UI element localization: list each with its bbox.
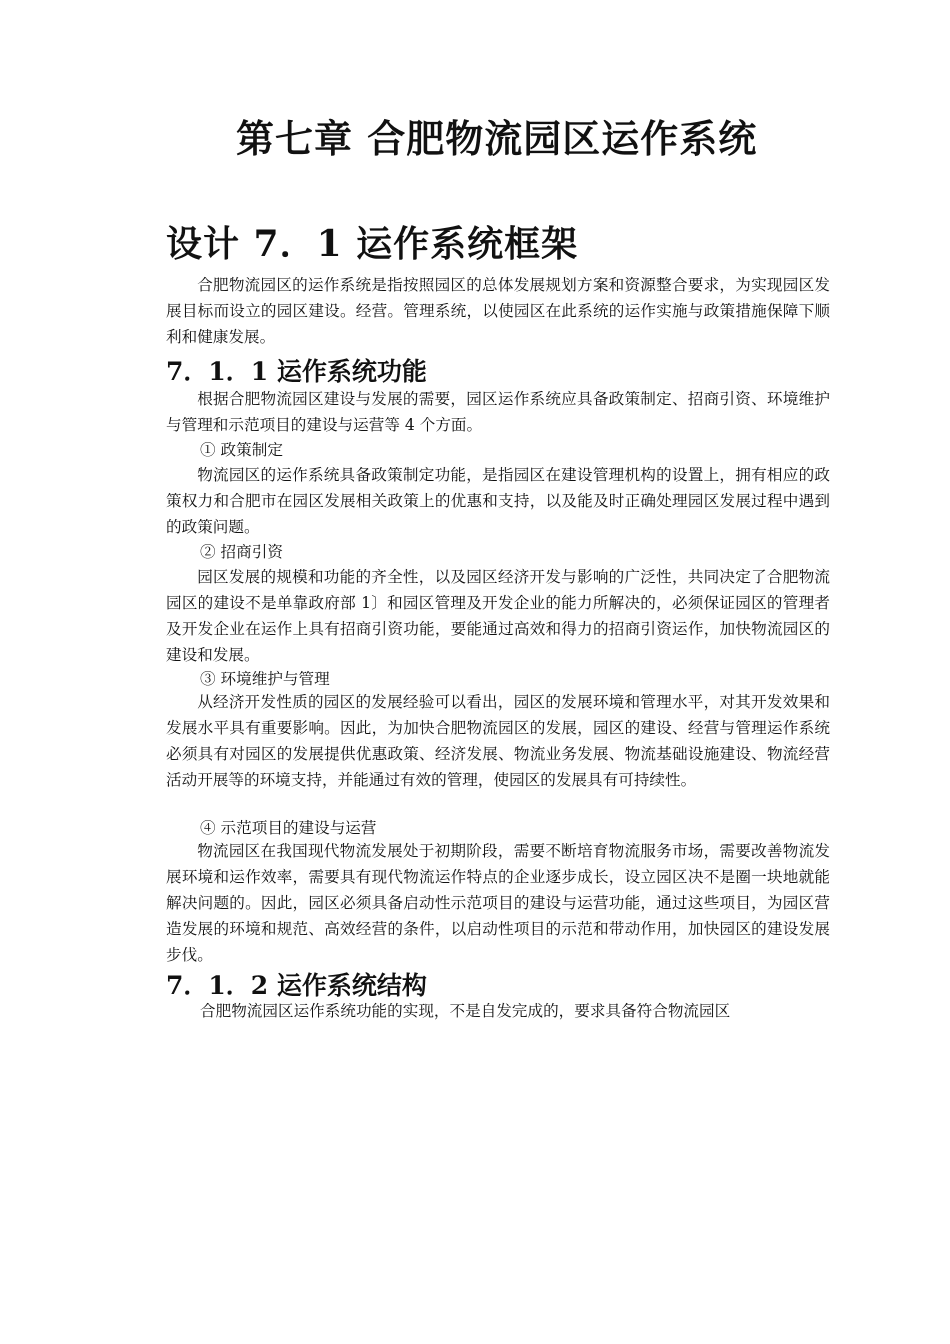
section-7-1-2-title: 7．1．2 运作系统结构 [166, 971, 427, 1000]
item-3-heading: ③ 环境维护与管理 [200, 670, 330, 688]
chapter-title: 第七章 合肥物流园区运作系统 [236, 116, 758, 161]
item-3-text: 从经济开发性质的园区的发展经验可以看出，园区的发展环境和管理水平，对其开发效果和发展水平具有重要影响。因此，为加快合肥物流园区的发展，园区的建设、经营与管理运作系统必须具有对园区的发展提供优惠政策、经济发展、物流业务发展、物流基础设施建设、物流经营活动开展等的环境支持，并能通过有效的管理，使园区的发展具有可持续性。 [166, 693, 830, 789]
section-7-1-1-intro: 根据合肥物流园区建设与发展的需要，园区运作系统应具备政策制定、招商引资、环境维护与管理和示范项目的建设与运营等 4 个方面。 [166, 390, 830, 434]
item-4-text: 物流园区在我国现代物流发展处于初期阶段，需要不断培育物流服务市场，需要改善物流发展环境和运作效率，需要具有现代物流运作特点的企业逐步成长，设立园区决不是圈一块地就能解决问题的。因此，园区必须具备启动性示范项目的建设与运营功能，通过这些项目，为园区营造发展的环境和规范、高效经营的条件，以启动性项目的示范和带动作用，加快园区的建设发展步伐。 [166, 842, 830, 964]
item-1-text: 物流园区的运作系统具备政策制定功能，是指园区在建设管理机构的设置上，拥有相应的政策权力和合肥市在园区发展相关政策上的优惠和支持，以及能及时正确处理园区发展过程中遇到的政策问题。 [166, 466, 830, 536]
section-7-1-intro: 合肥物流园区的运作系统是指按照园区的总体发展规划方案和资源整合要求，为实现园区发展目标而设立的园区建设。经营。管理系统，以使园区在此系统的运作实施与政策措施保障下顺利和健康发展。 [166, 276, 830, 346]
item-2-heading: ② 招商引资 [200, 543, 283, 561]
section-7-1-title: 设计 7．1 运作系统框架 [166, 223, 579, 265]
item-4-heading: ④ 示范项目的建设与运营 [200, 819, 377, 837]
item-2-text: 园区发展的规模和功能的齐全性，以及园区经济开发与影响的广泛性，共同决定了合肥物流园区的建设不是单靠政府部 1〕和园区管理及开发企业的能力所解决的，必须保证园区的管理者及开发企业在运作上具有招商引资功能，要能通过高效和得力的招商引资运作，加快物流园区的建设和发展。 [166, 568, 830, 664]
section-7-1-2-text: 合肥物流园区运作系统功能的实现，不是自发完成的，要求具备符合物流园区 [200, 1002, 731, 1020]
section-7-1-1-title: 7．1．1 运作系统功能 [166, 357, 427, 386]
item-1-heading: ① 政策制定 [200, 441, 283, 459]
